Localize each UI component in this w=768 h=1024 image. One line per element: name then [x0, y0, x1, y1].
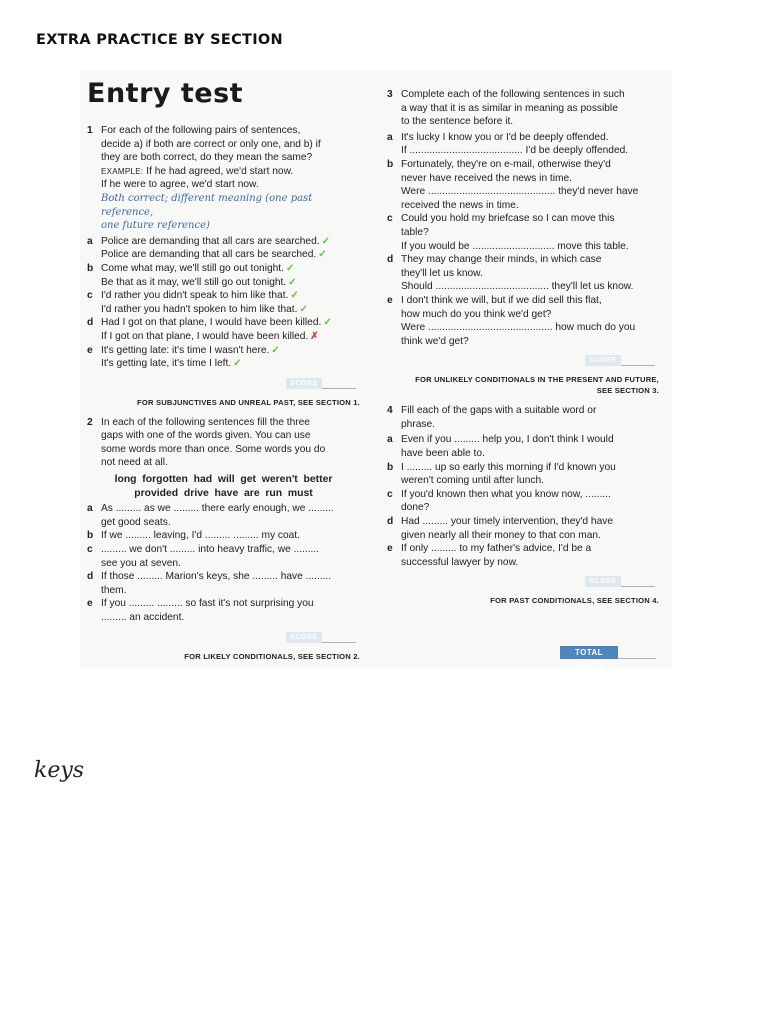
- word-list: long forgotten had will get weren't better provided drive have are run must: [114, 474, 333, 499]
- question-number: 4: [387, 405, 393, 417]
- item-e: e If only ......... to my father's advice, I'd be a successful lawyer by now.: [387, 543, 592, 568]
- item-b: b Come what may, we'll still go out tonight. ✓ Be that as it may, we'll still go out tonight. ✓: [87, 262, 297, 288]
- total-score-box: [560, 646, 656, 670]
- question-3: 3 Complete each of the following sentences in such a way that it is as similar in meaning as possible to the sentence before it.: [387, 89, 625, 128]
- section-reference: FOR UNLIKELY CONDITIONALS IN THE PRESENT AND FUTURE, SEE SECTION 3.: [415, 375, 659, 396]
- item-e: e If you ......... ......... so fast it's not surprising you ......... an accident.: [87, 598, 314, 623]
- check-mark-icon: ✓: [323, 317, 332, 329]
- section-reference: FOR LIKELY CONDITIONALS, SEE SECTION 2.: [184, 651, 360, 661]
- section-reference: FOR SUBJUNCTIVES AND UNREAL PAST, SEE SECTION 1.: [137, 397, 360, 407]
- item-d: d Had I got on that plane, I would have been killed. ✓ If I got on that plane, I would have been killed. ✗: [87, 317, 332, 342]
- question-number: 3: [387, 89, 393, 100]
- item-e: e It's getting late: it's time I wasn't here. ✓ It's getting late, it's time I left. ✓: [87, 344, 280, 370]
- section-reference: FOR PAST CONDITIONALS, SEE SECTION 4.: [490, 596, 659, 606]
- question-2: 2 In each of the following sentences fill the three gaps with one of the words given. You can use some words more than once. Some words you do not need at all.: [87, 416, 326, 469]
- handwritten-note: one future reference): [101, 220, 210, 232]
- cross-mark-icon: ✗: [310, 330, 319, 342]
- page-header: EXTRA PRACTICE BY SECTION: [36, 32, 283, 48]
- item-c: c ......... we don't ......... into heavy traffic, we ......... see you at seven.: [87, 544, 320, 569]
- item-d: d They may change their minds, in which case they'll let us know. Should ........................................ they'll let us know.: [387, 254, 634, 293]
- score-box: SCORE: [387, 575, 659, 591]
- score-box: SCORE: [387, 354, 659, 370]
- question-number: 2: [87, 416, 93, 428]
- question-1: 1 For each of the following pairs of sentences, decide a) if both are correct or only one, and b) if they are both correct, do they mean the same? EXAMPLE: If he had agreed, we'd start now. If he were to agree, we'd start now. Both correct; different meaning (one past reference, one future reference): [87, 124, 360, 233]
- example-line-1: EXAMPLE: If he had agreed, we'd start now.: [101, 165, 294, 177]
- item-a: a Even if you ......... help you, I don't think I would have been able to.: [387, 434, 614, 460]
- item-b: b If we ......... leaving, I'd ......... ......... my coat.: [87, 530, 300, 542]
- item-e: e I don't think we will, but if we did sell this flat, how much do you think we'd get? Were ............................................ how much do you think we'd get?: [387, 294, 636, 347]
- total-score-label: TOTAL SCORE: [560, 646, 618, 659]
- score-box: SCORE: [87, 377, 360, 393]
- right-column: [387, 88, 659, 606]
- check-mark-icon: ✓: [233, 358, 242, 370]
- item-c: c If you'd known then what you know now, ......... done?: [387, 488, 611, 514]
- page-title: Entry test: [87, 78, 244, 109]
- example-line-2: If he were to agree, we'd start now.: [101, 179, 259, 191]
- score-box: SCORE: [87, 631, 360, 647]
- handwritten-note: Both correct; different meaning (one past reference,: [101, 192, 313, 218]
- check-mark-icon: ✓: [318, 249, 327, 261]
- keys-handwritten-label: keys: [34, 758, 85, 783]
- question-number: 1: [87, 125, 93, 136]
- check-mark-icon: ✓: [321, 235, 331, 247]
- item-d: d Had ......... your timely intervention, they'd have given nearly all their money to that con man.: [387, 516, 614, 541]
- question-4: 4 Fill each of the gaps with a suitable word or phrase.: [387, 405, 597, 430]
- item-c: c I'd rather you didn't speak to him like that. ✓ I'd rather you hadn't spoken to him like that. ✓: [87, 290, 308, 315]
- left-column: [87, 124, 360, 662]
- item-b: b I ......... up so early this morning if I'd known you weren't coming until after lunch.: [387, 461, 616, 487]
- item-b: b Fortunately, they're on e-mail, otherwise they'd never have received the news in time. Were ............................................. they'd never have received the news in time.: [387, 158, 639, 211]
- item-a: a Police are demanding that all cars are searched. ✓ Police are demanding that all cars be searched. ✓: [87, 235, 331, 261]
- item-a: a As ......... as we ......... there early enough, we ......... get good seats.: [87, 503, 334, 528]
- item-c: c Could you hold my briefcase so I can move this table? If you would be ............................. move this table.: [387, 213, 629, 252]
- check-mark-icon: ✓: [290, 290, 299, 302]
- check-mark-icon: ✓: [285, 262, 295, 274]
- check-mark-icon: ✓: [271, 344, 280, 356]
- item-a: a It's lucky I know you or I'd be deeply offended. If ........................................ I'd be deeply offended.: [387, 131, 629, 157]
- check-mark-icon: ✓: [288, 276, 297, 288]
- check-mark-icon: ✓: [299, 303, 308, 315]
- item-d: d If those ......... Marion's keys, she ......... have ......... them.: [87, 571, 332, 596]
